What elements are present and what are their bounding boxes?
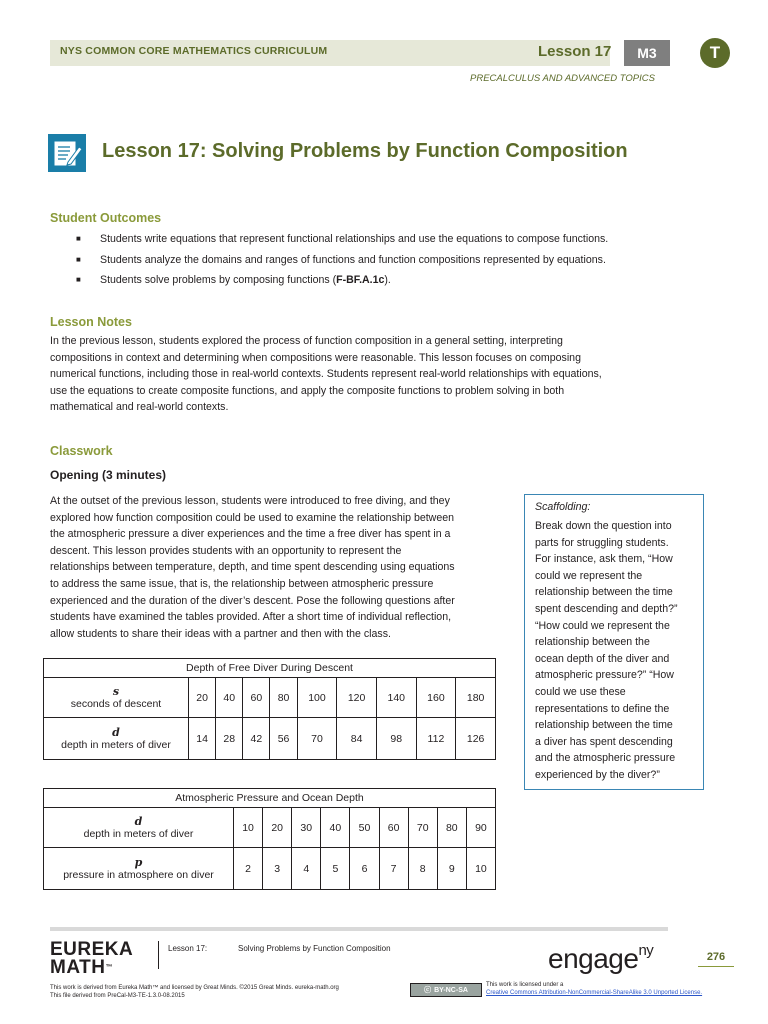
scaffolding-box xyxy=(524,494,704,790)
footer-topic: Solving Problems by Function Composition xyxy=(238,944,391,953)
table-cell: 30 xyxy=(292,808,321,848)
table-cell: 7 xyxy=(379,848,408,890)
list-item: ■ Students write equations that represent functional relationships and use the equations to compose functions. xyxy=(50,229,690,250)
table-cell: 10 xyxy=(234,808,263,848)
module-badge: M3 xyxy=(624,40,670,66)
scaffolding-text: Break down the question into parts for struggling students. For instance, ask them, “How could we represent the relationship between the time spent descending and depth?” “How could we represent the relationship between the ocean depth of the diver and atmospheric pressure?” “How could we use these representations to define the relationship between the time a diver has spent descending and the atmospheric pressure experienced by the diver?” xyxy=(535,520,678,781)
standard-code: F-BF.A.1c xyxy=(336,274,385,286)
table-cell: 84 xyxy=(337,718,377,760)
student-outcomes-heading: Student Outcomes xyxy=(50,211,162,225)
table-cell: 40 xyxy=(321,808,350,848)
table-cell: 100 xyxy=(297,678,337,718)
bullet-icon: ■ xyxy=(76,275,81,284)
opening-heading: Opening (3 minutes) xyxy=(50,468,167,482)
table-cell: 20 xyxy=(189,678,216,718)
row-header: d depth in meters of diver xyxy=(44,718,189,760)
table-cell: 2 xyxy=(234,848,263,890)
opening-text: At the outset of the previous lesson, students were introduced to free diving, and they explored how function composition could be used to examine the relationship between the atmospheric pressure a diver experiences and the time a free diver has spent in a descent. This lesson provides students with an opportunity to represent the relationships between temperature, depth, and time spent descending using equations to address the same issue, that is, the relationship between atmospheric pressure experienced and the duration of the diver’s descent. Pose the following questions after students have examined the tables provided. After a short time of individual reflection, allow students to share their ideas with a partner and then with the class. xyxy=(50,495,455,640)
row-header: p pressure in atmosphere on diver xyxy=(44,848,234,890)
table-row xyxy=(44,678,496,718)
table-row xyxy=(44,808,496,848)
footer-credit: This work is derived from Eureka Math™ and licensed by Great Minds. ©2015 Great Minds. eureka-math.org This file derived from PreCal-M3-TE-1.3.0-08.2015 xyxy=(50,985,339,999)
scaffolding-title: Scaffolding: xyxy=(535,501,591,513)
table-cell: 56 xyxy=(270,718,297,760)
page-number: 276 xyxy=(698,951,734,967)
table-cell: 60 xyxy=(243,678,270,718)
curriculum-label: NYS COMMON CORE MATHEMATICS CURRICULUM xyxy=(60,45,328,57)
table-cell: 70 xyxy=(297,718,337,760)
license-link[interactable]: Creative Commons Attribution-NonCommercial-ShareAlike 3.0 Unported License. xyxy=(486,990,703,996)
list-item: ■ Students solve problems by composing functions (F-BF.A.1c). xyxy=(50,270,690,291)
bullet-icon: ■ xyxy=(76,254,81,264)
table-cell: 10 xyxy=(466,848,495,890)
engageny-logo: engage$^{ny}$ xyxy=(548,942,654,974)
table-cell: 14 xyxy=(189,718,216,760)
license-text: This work is licensed under a Creative Commons Attribution-NonCommercial-ShareAlike 3.0 Unported License. xyxy=(486,982,703,996)
table-cell: 126 xyxy=(456,718,496,760)
row-header: s seconds of descent xyxy=(44,678,189,718)
table-cell: 5 xyxy=(321,848,350,890)
table-cell: 6 xyxy=(350,848,379,890)
lesson-notebook-icon xyxy=(48,134,86,172)
teacher-badge: T xyxy=(700,38,730,68)
footer-rule xyxy=(50,927,668,931)
table-cell: 70 xyxy=(408,808,437,848)
table-caption: Atmospheric Pressure and Ocean Depth xyxy=(44,789,496,808)
table-cell: 20 xyxy=(263,808,292,848)
table-row xyxy=(44,718,496,760)
table-cell: 4 xyxy=(292,848,321,890)
table-caption: Depth of Free Diver During Descent xyxy=(44,659,496,678)
table-cell: 120 xyxy=(337,678,377,718)
row-header: d depth in meters of diver xyxy=(44,808,234,848)
bullet-icon: ■ xyxy=(76,234,81,243)
cc-icon: ⓒ xyxy=(424,987,432,994)
table-cell: 8 xyxy=(408,848,437,890)
table-cell: 140 xyxy=(376,678,416,718)
classwork-heading: Classwork xyxy=(50,444,113,458)
table-cell: 50 xyxy=(350,808,379,848)
table-row xyxy=(44,848,496,890)
lesson-notes-heading: Lesson Notes xyxy=(50,315,132,329)
table-cell: 9 xyxy=(437,848,466,890)
table-cell: 80 xyxy=(270,678,297,718)
table-cell: 3 xyxy=(263,848,292,890)
table-cell: 90 xyxy=(466,808,495,848)
course-label: PRECALCULUS AND ADVANCED TOPICS xyxy=(470,73,655,84)
table-cell: 42 xyxy=(243,718,270,760)
table-cell: 98 xyxy=(376,718,416,760)
eureka-math-logo: EUREKA MATH™ xyxy=(50,939,134,978)
table-cell: 80 xyxy=(437,808,466,848)
table-cell: 180 xyxy=(456,678,496,718)
page-title: Lesson 17: Solving Problems by Function Composition xyxy=(102,140,628,162)
table-cell: 28 xyxy=(216,718,243,760)
list-item: ■ Students analyze the domains and ranges of functions and function compositions represented by equations. xyxy=(50,250,690,271)
table-cell: 112 xyxy=(416,718,456,760)
table-cell: 60 xyxy=(379,808,408,848)
student-outcomes-list xyxy=(50,229,690,291)
footer-divider xyxy=(158,941,159,969)
table-cell: 40 xyxy=(216,678,243,718)
depth-time-table xyxy=(43,658,496,760)
cc-license-badge: ⓒ BY-NC-SA xyxy=(410,983,482,997)
pressure-depth-table xyxy=(43,788,496,890)
lesson-notes-text: In the previous lesson, students explored the process of function composition in a general setting, interpreting compositions in context and determining when compositions were reasonable. This lesson focuses on composing numerical functions, including those in real-world contexts. Students represent real-world relationships with equations, use the equations to create composite functions, and apply the composite functions to problem solving in both mathematical and real-world contexts. xyxy=(50,335,602,414)
lesson-number: Lesson 17 xyxy=(538,43,612,60)
footer-lesson: Lesson 17: xyxy=(168,944,208,953)
table-cell: 160 xyxy=(416,678,456,718)
